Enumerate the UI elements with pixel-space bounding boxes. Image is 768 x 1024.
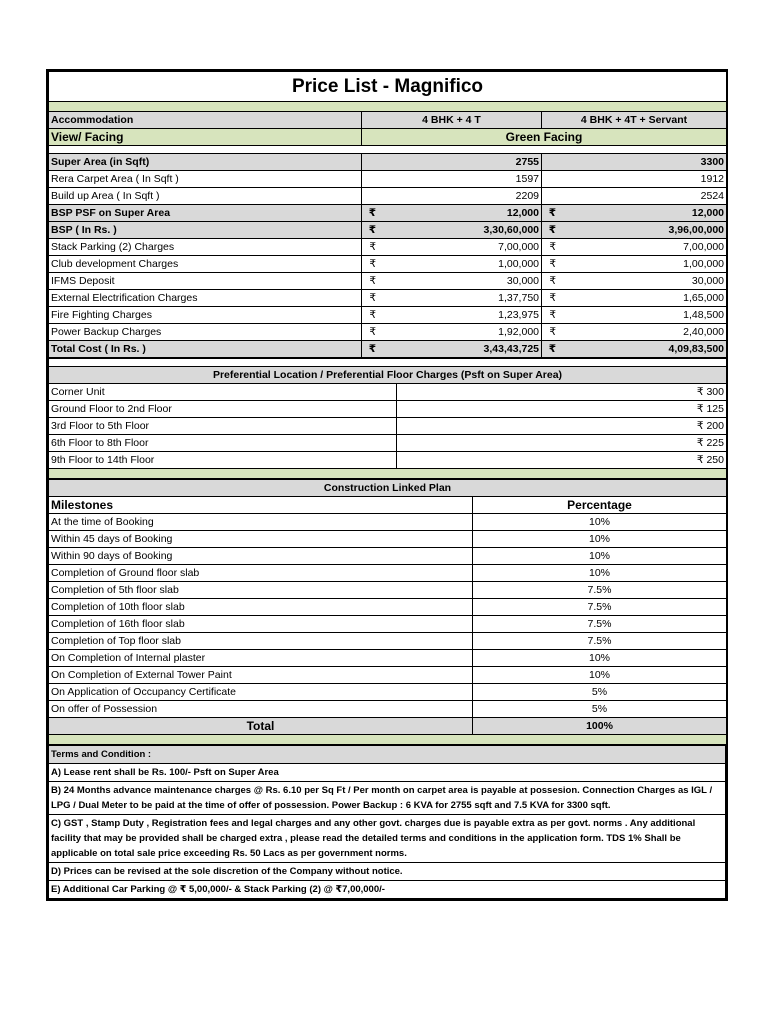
price-value-cell bbox=[542, 341, 727, 358]
plc-rows bbox=[49, 384, 727, 469]
plc-row-label: Ground Floor to 2nd Floor bbox=[49, 401, 397, 418]
clp-row-label: Within 90 days of Booking bbox=[49, 548, 473, 565]
price-value: 3,30,60,000 bbox=[483, 224, 539, 236]
clp-row-value: 7.5% bbox=[473, 582, 727, 599]
price-value: 12,000 bbox=[691, 207, 725, 219]
price-value-cell bbox=[362, 273, 542, 290]
rupee-symbol: ₹ bbox=[549, 292, 556, 304]
rupee-symbol: ₹ bbox=[369, 309, 376, 321]
clp-row bbox=[49, 667, 727, 684]
terms-row bbox=[49, 815, 726, 863]
rupee-symbol: ₹ bbox=[369, 275, 376, 287]
price-value: 1912 bbox=[700, 173, 725, 185]
price-row bbox=[49, 222, 727, 239]
price-table bbox=[48, 71, 727, 358]
plc-row-value: ₹ 200 bbox=[397, 418, 727, 435]
price-row bbox=[49, 273, 727, 290]
price-row-label: Rera Carpet Area ( In Sqft ) bbox=[49, 171, 362, 188]
price-value-cell bbox=[542, 307, 727, 324]
clp-row-value: 7.5% bbox=[473, 633, 727, 650]
plc-row bbox=[49, 435, 727, 452]
clp-row-label: Completion of Ground floor slab bbox=[49, 565, 473, 582]
price-row-label: External Electrification Charges bbox=[49, 290, 362, 307]
clp-row-value: 10% bbox=[473, 531, 727, 548]
price-value: 7,00,000 bbox=[683, 241, 725, 253]
rupee-symbol: ₹ bbox=[368, 207, 376, 219]
plc-row-label: Corner Unit bbox=[49, 384, 397, 401]
price-row bbox=[49, 171, 727, 188]
clp-row-value: 10% bbox=[473, 565, 727, 582]
clp-row bbox=[49, 531, 727, 548]
clp-row-label: Completion of Top floor slab bbox=[49, 633, 473, 650]
price-row-label: IFMS Deposit bbox=[49, 273, 362, 290]
price-row bbox=[49, 341, 727, 358]
rupee-symbol: ₹ bbox=[368, 343, 376, 355]
rupee-symbol: ₹ bbox=[369, 326, 376, 338]
rupee-symbol: ₹ bbox=[548, 224, 556, 236]
rupee-symbol: ₹ bbox=[549, 258, 556, 270]
price-value: 2524 bbox=[700, 190, 725, 202]
price-value-cell bbox=[362, 256, 542, 273]
price-row-label: BSP ( In Rs. ) bbox=[49, 222, 362, 239]
terms-item: E) Additional Car Parking @ ₹ 5,00,000/- & Stack Parking (2) @ ₹7,00,000/- bbox=[49, 881, 726, 899]
plc-row bbox=[49, 401, 727, 418]
price-value-cell bbox=[542, 205, 727, 222]
price-value-cell bbox=[362, 171, 542, 188]
accommodation-label: Accommodation bbox=[49, 112, 362, 129]
price-row-label: Fire Fighting Charges bbox=[49, 307, 362, 324]
clp-header: Construction Linked Plan bbox=[49, 480, 727, 497]
price-row bbox=[49, 205, 727, 222]
rupee-symbol: ₹ bbox=[549, 275, 556, 287]
price-row-label: Total Cost ( In Rs. ) bbox=[49, 341, 362, 358]
price-value-cell bbox=[362, 290, 542, 307]
price-value: 2755 bbox=[515, 156, 539, 168]
price-row-label: BSP PSF on Super Area bbox=[49, 205, 362, 222]
rupee-symbol: ₹ bbox=[549, 241, 556, 253]
price-value-cell bbox=[362, 205, 542, 222]
terms-rows bbox=[49, 764, 726, 899]
rupee-symbol: ₹ bbox=[369, 292, 376, 304]
rupee-symbol: ₹ bbox=[548, 207, 556, 219]
plc-row-value: ₹ 225 bbox=[397, 435, 727, 452]
rupee-symbol: ₹ bbox=[369, 241, 376, 253]
milestones-header: Milestones bbox=[49, 497, 473, 514]
clp-row-label: At the time of Booking bbox=[49, 514, 473, 531]
price-value: 2,40,000 bbox=[683, 326, 725, 338]
price-list-sheet bbox=[46, 69, 728, 901]
clp-row-label: Within 45 days of Booking bbox=[49, 531, 473, 548]
price-value-cell bbox=[542, 154, 727, 171]
clp-row-label: Completion of 5th floor slab bbox=[49, 582, 473, 599]
green-spacer bbox=[49, 102, 727, 112]
price-value: 12,000 bbox=[506, 207, 539, 219]
clp-row-label: On offer of Possession bbox=[49, 701, 473, 718]
clp-total-value: 100% bbox=[473, 718, 727, 735]
price-row-label: Power Backup Charges bbox=[49, 324, 362, 341]
price-value: 1,48,500 bbox=[683, 309, 725, 321]
price-value: 1,92,000 bbox=[498, 326, 539, 338]
terms-header: Terms and Condition : bbox=[49, 746, 726, 764]
price-row bbox=[49, 290, 727, 307]
price-row bbox=[49, 307, 727, 324]
price-value-cell bbox=[362, 307, 542, 324]
terms-item: C) GST , Stamp Duty , Registration fees and legal charges and any other govt. charges due is payable extra as per govt. norms . Any additional facility that may be provided shall be charged extra , please read the detailed terms and conditions in the application form. TDS 1% Shall be applicable on total sale price exceeding Rs. 50 Lacs as per government norms. bbox=[49, 815, 726, 863]
price-value: 1,65,000 bbox=[683, 292, 725, 304]
clp-row-value: 10% bbox=[473, 548, 727, 565]
terms-row bbox=[49, 863, 726, 881]
price-value-cell bbox=[362, 222, 542, 239]
price-row-label: Build up Area ( In Sqft ) bbox=[49, 188, 362, 205]
clp-row-value: 10% bbox=[473, 514, 727, 531]
clp-row bbox=[49, 650, 727, 667]
price-row-label: Club development Charges bbox=[49, 256, 362, 273]
rupee-symbol: ₹ bbox=[369, 258, 376, 270]
price-value-cell bbox=[542, 256, 727, 273]
terms-item: A) Lease rent shall be Rs. 100/- Psft on Super Area bbox=[49, 764, 726, 782]
green-spacer bbox=[49, 469, 727, 479]
clp-row-label: Completion of 10th floor slab bbox=[49, 599, 473, 616]
price-value-cell bbox=[542, 188, 727, 205]
plc-table bbox=[48, 358, 727, 479]
rupee-symbol: ₹ bbox=[549, 326, 556, 338]
price-value-cell bbox=[362, 239, 542, 256]
clp-rows bbox=[49, 514, 727, 718]
clp-total-label: Total bbox=[49, 718, 473, 735]
clp-row-value: 7.5% bbox=[473, 616, 727, 633]
clp-row-value: 7.5% bbox=[473, 599, 727, 616]
accommodation-col2: 4 BHK + 4T + Servant bbox=[542, 112, 727, 129]
view-label: View/ Facing bbox=[49, 129, 362, 146]
price-value-cell bbox=[542, 222, 727, 239]
plc-header: Preferential Location / Preferential Floor Charges (Psft on Super Area) bbox=[49, 367, 727, 384]
price-row bbox=[49, 154, 727, 171]
clp-row-label: On Application of Occupancy Certificate bbox=[49, 684, 473, 701]
price-value: 7,00,000 bbox=[498, 241, 539, 253]
clp-row bbox=[49, 633, 727, 650]
price-value-cell bbox=[542, 290, 727, 307]
clp-row bbox=[49, 616, 727, 633]
plc-row-label: 9th Floor to 14th Floor bbox=[49, 452, 397, 469]
page-title: Price List - Magnifico bbox=[49, 72, 727, 102]
plc-row bbox=[49, 384, 727, 401]
clp-row bbox=[49, 565, 727, 582]
price-row-label: Stack Parking (2) Charges bbox=[49, 239, 362, 256]
plc-row-value: ₹ 250 bbox=[397, 452, 727, 469]
price-value-cell bbox=[542, 239, 727, 256]
rupee-symbol: ₹ bbox=[368, 224, 376, 236]
clp-row-label: On Completion of External Tower Paint bbox=[49, 667, 473, 684]
clp-row bbox=[49, 514, 727, 531]
terms-item: D) Prices can be revised at the sole discretion of the Company without notice. bbox=[49, 863, 726, 881]
price-value: 3,43,43,725 bbox=[483, 343, 539, 355]
price-value-cell bbox=[362, 188, 542, 205]
spacer bbox=[49, 359, 727, 367]
price-value: 30,000 bbox=[691, 275, 725, 287]
clp-row bbox=[49, 548, 727, 565]
price-value-cell bbox=[542, 324, 727, 341]
price-row bbox=[49, 324, 727, 341]
terms-row bbox=[49, 881, 726, 899]
price-row bbox=[49, 256, 727, 273]
price-value: 30,000 bbox=[506, 275, 539, 287]
clp-table bbox=[48, 479, 727, 745]
terms-item: B) 24 Months advance maintenance charges @ Rs. 6.10 per Sq Ft / Per month on carpet area is payable at possesion. Connection Charges as IGL / LPG / Dual Meter to be paid at the time of offer of possession. Power Backup : 6 KVA for 2755 sqft and 7.5 KVA for 3300 sqft. bbox=[49, 782, 726, 815]
price-value-cell bbox=[542, 273, 727, 290]
clp-row-label: On Completion of Internal plaster bbox=[49, 650, 473, 667]
clp-row bbox=[49, 582, 727, 599]
clp-row-value: 5% bbox=[473, 684, 727, 701]
rupee-symbol: ₹ bbox=[548, 343, 556, 355]
clp-row-value: 5% bbox=[473, 701, 727, 718]
price-value: 4,09,83,500 bbox=[668, 343, 725, 355]
price-value: 3300 bbox=[700, 156, 725, 168]
rupee-symbol: ₹ bbox=[549, 309, 556, 321]
price-value: 3,96,00,000 bbox=[668, 224, 725, 236]
terms-row bbox=[49, 764, 726, 782]
price-value: 2209 bbox=[515, 190, 539, 202]
price-value: 1,00,000 bbox=[498, 258, 539, 270]
plc-row bbox=[49, 418, 727, 435]
price-value: 1597 bbox=[515, 173, 539, 185]
green-spacer bbox=[49, 735, 727, 745]
price-row bbox=[49, 239, 727, 256]
plc-row-label: 6th Floor to 8th Floor bbox=[49, 435, 397, 452]
price-value-cell bbox=[362, 154, 542, 171]
price-value: 1,37,750 bbox=[498, 292, 539, 304]
price-value: 1,00,000 bbox=[683, 258, 725, 270]
clp-row bbox=[49, 684, 727, 701]
clp-row-label: Completion of 16th floor slab bbox=[49, 616, 473, 633]
clp-row-value: 10% bbox=[473, 650, 727, 667]
plc-row bbox=[49, 452, 727, 469]
price-rows bbox=[49, 154, 727, 358]
terms-row bbox=[49, 782, 726, 815]
price-row-label: Super Area (in Sqft) bbox=[49, 154, 362, 171]
price-value: 1,23,975 bbox=[498, 309, 539, 321]
price-value-cell bbox=[362, 341, 542, 358]
plc-row-value: ₹ 125 bbox=[397, 401, 727, 418]
plc-row-value: ₹ 300 bbox=[397, 384, 727, 401]
price-row bbox=[49, 188, 727, 205]
terms-table bbox=[48, 745, 726, 899]
view-value: Green Facing bbox=[362, 129, 727, 146]
price-value-cell bbox=[362, 324, 542, 341]
percentage-header: Percentage bbox=[473, 497, 727, 514]
clp-row bbox=[49, 701, 727, 718]
price-value-cell bbox=[542, 171, 727, 188]
spacer bbox=[49, 146, 727, 154]
plc-row-label: 3rd Floor to 5th Floor bbox=[49, 418, 397, 435]
clp-row-value: 10% bbox=[473, 667, 727, 684]
accommodation-col1: 4 BHK + 4 T bbox=[362, 112, 542, 129]
clp-row bbox=[49, 599, 727, 616]
